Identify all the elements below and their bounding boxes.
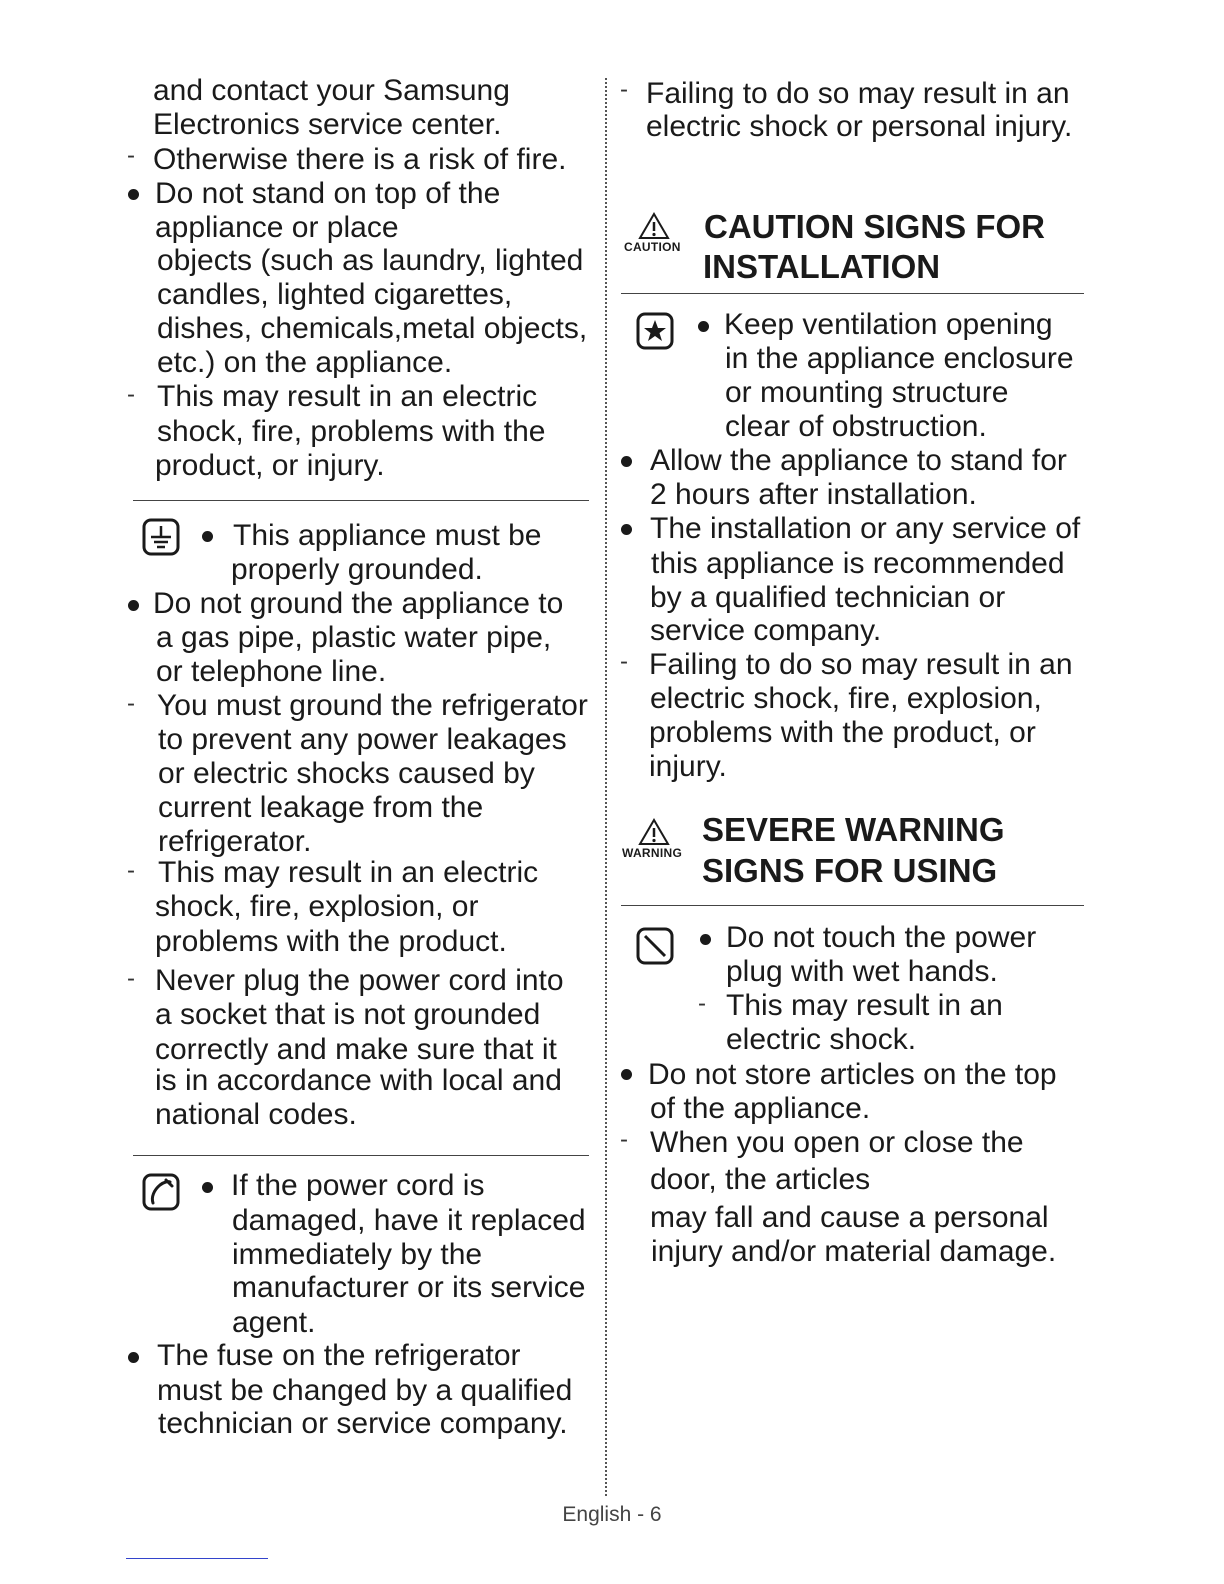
text-line: or electric shocks caused by [158,757,535,790]
warning-triangle-icon [638,818,670,846]
text-line: current leakage from the [158,791,484,824]
text-line: This may result in an electric [157,380,538,413]
text-line: product, or injury. [155,449,385,482]
bullet [621,524,632,535]
text-line: technician or service company. [158,1407,568,1440]
divider [621,905,1084,906]
prohibition-icon [636,927,674,965]
text-line: door, the articles [650,1163,871,1196]
dash-marker: - [127,690,135,717]
text-line: Never plug the power cord into [155,964,564,997]
text-line: Failing to do so may result in an [649,648,1073,681]
text-line: refrigerator. [158,825,312,858]
text-line: 2 hours after installation. [650,478,977,511]
text-line: Do not store articles on the top [648,1058,1057,1091]
text-line: or mounting structure [725,376,1009,409]
text-line: The installation or any service of [650,512,1081,545]
bullet [621,456,632,467]
text-line: dishes, chemicals,metal objects, [157,312,588,345]
column-separator [605,78,607,1496]
text-line: Do not touch the power [726,921,1037,954]
divider [621,293,1084,294]
text-line: electric shock. [726,1023,917,1056]
bullet [202,1182,213,1193]
bullet [128,189,139,200]
text-line: Electronics service center. [153,108,502,141]
text-line: in the appliance enclosure [725,342,1074,375]
text-line: electric shock or personal injury. [646,110,1073,143]
text-line: shock, fire, explosion, or [155,890,479,923]
footer-link-underline [126,1558,268,1559]
bullet [621,1069,632,1080]
text-line: problems with the product. [155,925,507,958]
text-line: by a qualified technician or [650,581,1006,614]
section-heading: INSTALLATION [703,248,941,285]
text-line: If the power cord is [231,1169,485,1202]
text-line: When you open or close the [650,1126,1024,1159]
caution-triangle-icon [638,212,670,240]
text-line: shock, fire, problems with the [157,415,546,448]
bullet [698,321,709,332]
text-line: This may result in an [726,989,1003,1022]
text-line: manufacturer or its service [232,1271,586,1304]
text-line: properly grounded. [231,553,483,586]
text-line: or telephone line. [156,655,387,688]
text-line: Allow the appliance to stand for [650,444,1067,477]
text-line: national codes. [155,1098,357,1131]
bullet [128,1352,139,1363]
text-line: to prevent any power leakages [158,723,567,756]
star-icon [636,312,674,350]
text-line: injury. [649,750,727,783]
warning-label: WARNING [622,846,683,860]
text-line: plug with wet hands. [726,955,998,988]
section-heading: SIGNS FOR USING [702,852,998,889]
text-line: immediately by the [232,1238,483,1271]
text-line: Keep ventilation opening [724,308,1053,341]
text-line: agent. [232,1306,316,1339]
text-line: of the appliance. [650,1092,871,1125]
caution-label: CAUTION [624,240,681,254]
text-line: This appliance must be [233,519,542,552]
text-line: candles, lighted cigarettes, [157,278,513,311]
text-line: etc.) on the appliance. [157,346,453,379]
text-line: Do not ground the appliance to [153,587,564,620]
text-line: problems with the product, or [649,716,1036,749]
section-heading: CAUTION SIGNS FOR [704,208,1046,245]
text-line: You must ground the refrigerator [157,689,588,722]
text-line: electric shock, fire, explosion, [650,682,1042,715]
bullet [202,531,213,542]
text-line: Do not stand on top of the [155,177,501,210]
divider [133,1155,589,1156]
text-line: a socket that is not grounded [155,998,541,1031]
dash-marker: - [127,142,135,169]
dash-marker: - [620,1126,628,1153]
section-heading: SEVERE WARNING [702,811,1005,848]
dash-marker: - [620,648,628,675]
dash-marker: - [127,965,135,992]
text-line: service company. [650,614,882,647]
dash-marker: - [127,857,135,884]
dash-marker: - [620,76,628,103]
dash-marker: - [698,990,706,1017]
text-line: objects (such as laundry, lighted [157,244,584,277]
text-line: this appliance is recommended [651,547,1065,580]
text-line: The fuse on the refrigerator [157,1339,521,1372]
ground-icon [142,518,180,556]
divider [133,500,589,501]
text-line: may fall and cause a personal [650,1201,1049,1234]
text-line: injury and/or material damage. [651,1235,1057,1268]
bullet [128,600,139,611]
text-line: appliance or place [155,211,399,244]
text-line: Failing to do so may result in an [646,77,1070,110]
dash-marker: - [127,381,135,408]
text-line: a gas pipe, plastic water pipe, [156,621,552,654]
text-line: is in accordance with local and [155,1064,562,1097]
text-line: clear of obstruction. [725,410,987,443]
page-footer: English - 6 [562,1503,662,1526]
text-line: Otherwise there is a risk of fire. [153,143,567,176]
text-line: must be changed by a qualified [157,1374,573,1407]
text-line: and contact your Samsung [153,74,510,107]
text-line: This may result in an electric [158,856,539,889]
bullet [700,934,711,945]
text-line: correctly and make sure that it [155,1033,557,1066]
text-line: damaged, have it replaced [232,1204,586,1237]
power-cord-icon [142,1173,180,1211]
